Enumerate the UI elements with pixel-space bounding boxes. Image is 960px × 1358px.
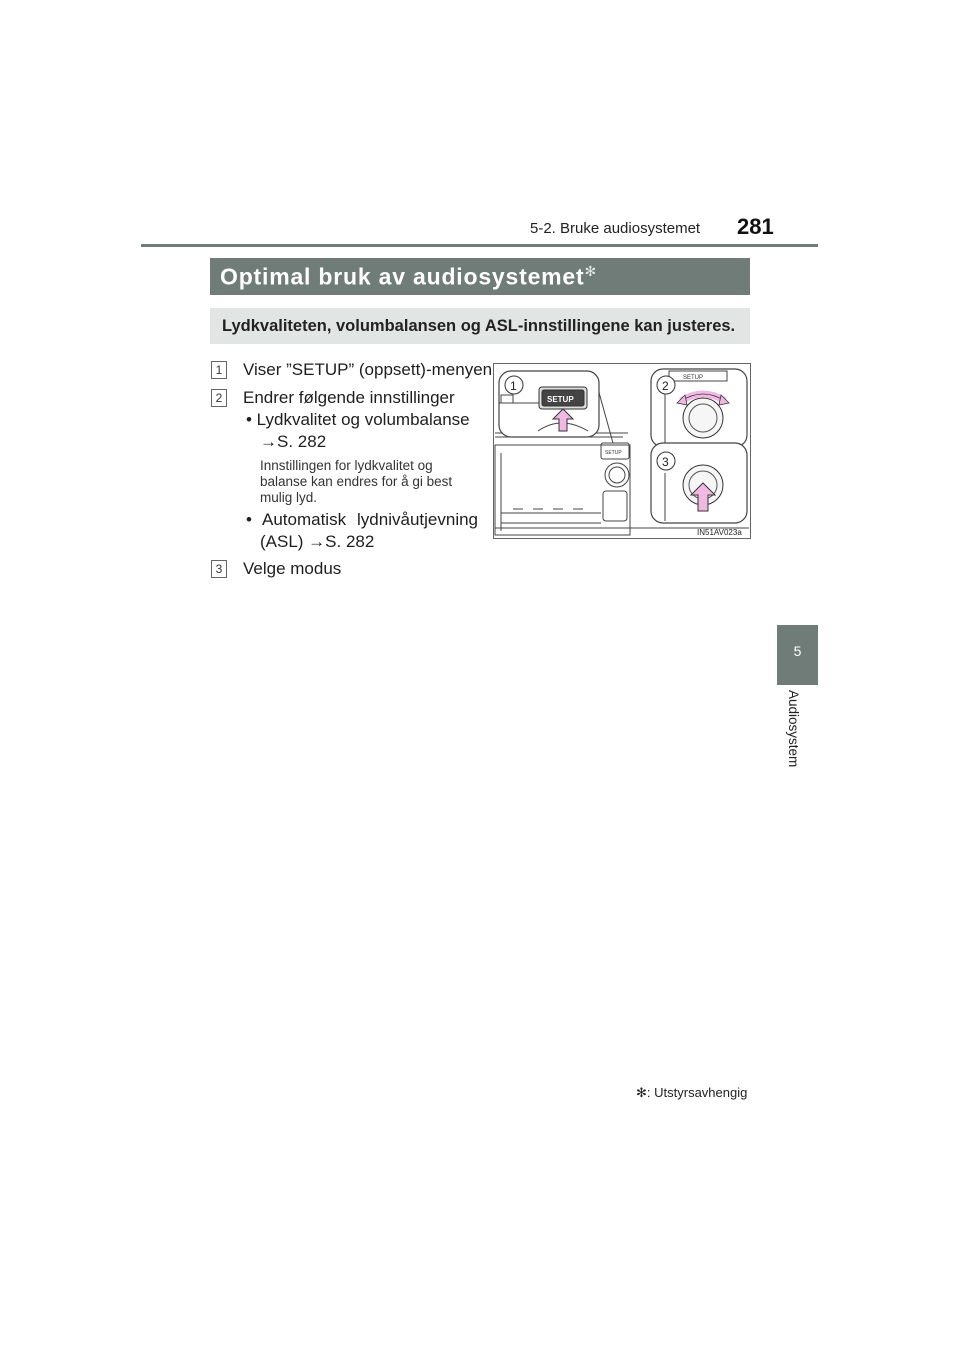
asterisk-icon: ✻	[636, 1085, 647, 1100]
footnote	[636, 1085, 747, 1101]
bullet-sound-quality-ref[interactable]: →S. 282	[260, 432, 327, 451]
section-title-bar	[210, 258, 750, 295]
bullet-asl: • Automatisk lydnivåutjevning	[246, 510, 478, 529]
note-line-2: balanse kan endres for å gi best	[260, 474, 453, 489]
note-line-3: mulig lyd.	[260, 490, 318, 505]
callout-3-number: 3	[662, 455, 669, 469]
setup-button-label: SETUP	[547, 395, 574, 404]
header-rule	[141, 244, 818, 247]
bullet-sound-quality: • Lydkvalitet og volumbalanse	[246, 410, 470, 429]
chapter-tab[interactable]	[777, 625, 818, 685]
intro-box	[210, 308, 750, 344]
asterisk-icon: ✻	[584, 263, 598, 279]
callout-3-panel	[651, 443, 747, 523]
footnote-text: : Utstyrsavhengig	[646, 1085, 748, 1100]
chapter-label: Audiosystem	[786, 690, 801, 768]
bullet-asl-ref[interactable]: (ASL) →S. 282	[260, 532, 375, 551]
step-1-badge: 1	[211, 361, 227, 379]
title-text: Optimal bruk av audiosystemet	[220, 263, 585, 290]
callout-2-panel	[651, 369, 747, 447]
step-number-3	[211, 560, 227, 578]
audio-unit-illustration	[493, 363, 751, 539]
section-title	[220, 263, 597, 291]
step-number-1	[211, 361, 227, 379]
section-header: 5-2. Bruke audiosystemet	[530, 220, 701, 237]
callout-2-number: 2	[662, 379, 669, 393]
intro-text: Lydkvaliteten, volumbalansen og ASL-innstillingene kan justeres.	[222, 317, 736, 335]
step-1-text: Viser ”SETUP” (oppsett)-menyen	[243, 360, 493, 379]
page-number: 281	[737, 214, 774, 239]
step-number-2	[211, 389, 227, 407]
callout-1-number: 1	[510, 379, 517, 393]
callout-1-panel	[499, 371, 613, 443]
chapter-number: 5	[793, 643, 802, 659]
step-2-badge: 2	[211, 389, 227, 407]
step-2-text: Endrer følgende innstillinger	[243, 388, 455, 407]
setup-label-small: SETUP	[605, 450, 622, 456]
setup-label-top: SETUP	[683, 375, 704, 381]
figure-code: IN51AV023a	[697, 528, 742, 537]
note-line-1: Innstillingen for lydkvalitet og	[260, 458, 433, 473]
step-3-text: Velge modus	[243, 559, 342, 578]
step-3-badge: 3	[211, 560, 227, 578]
